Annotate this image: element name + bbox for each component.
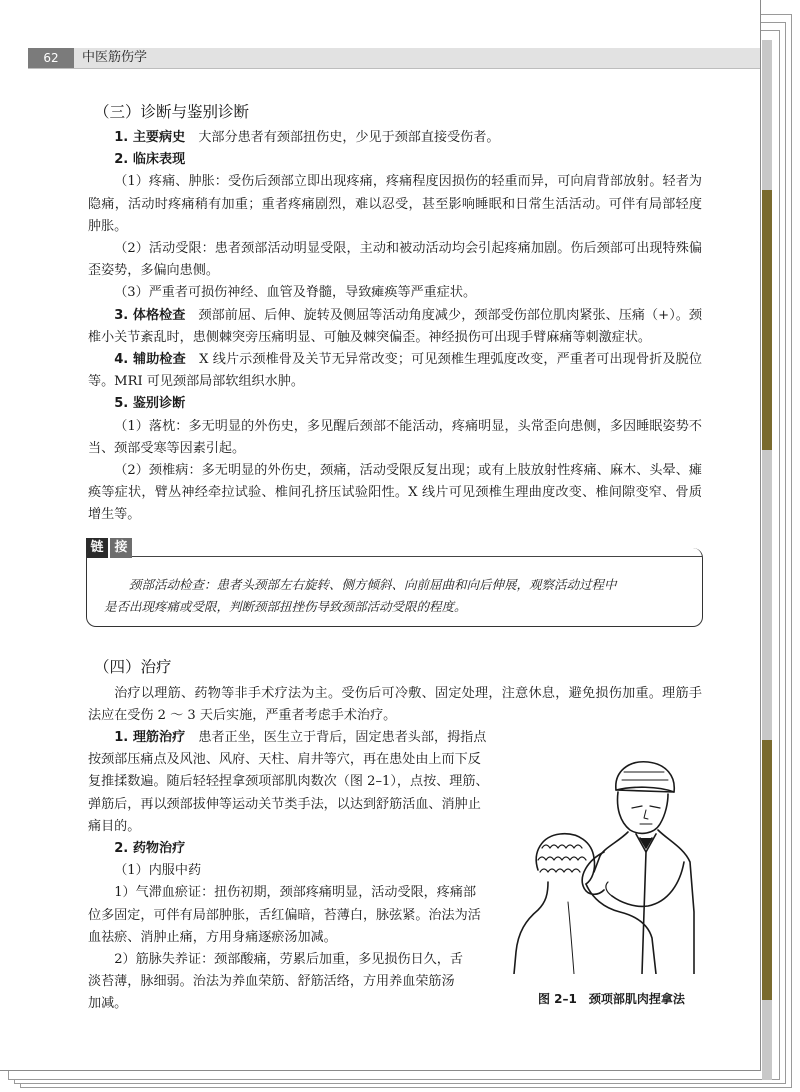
text-line [88, 838, 508, 860]
paragraph: （2）活动受限：患者颈部活动明显受限，主动和被动活动均会引起疼痛加剧。伤后颈部可出现特殊偏歪姿势，多偏向患侧。 [88, 241, 702, 279]
section4-intro [88, 683, 702, 727]
paragraph [88, 149, 702, 171]
text-line: 淡苔薄，脉细弱。治法为养血荣筋、舒筋活络，方用养血荣筋汤 [88, 974, 455, 990]
text-line: 血祛瘀、消肿止痛，方用身痛逐瘀汤加减。 [88, 929, 337, 945]
paragraph-text: 大部分患者有颈部扭伤史，少见于颈部直接受伤者。 [198, 130, 500, 145]
text-line: （1）内服中药 [114, 863, 202, 879]
figure-caption: 图 2–1 颈项部肌肉捏拿法 [538, 992, 685, 1006]
page-spine [762, 40, 772, 1080]
link-tag-char: 链 [86, 538, 108, 558]
paragraph-text: X 线片示颈椎骨及关节无异常改变；可见颈椎生理弧度改变，严重者可出现骨折及脱位等。MRI 可见颈部局部软组织水肿。 [88, 352, 702, 390]
paragraph [88, 349, 702, 393]
paragraph: 治疗以理筋、药物等非手术疗法为主。受伤后可冷敷、固定处理，注意休息，避免损伤加重。理筋手法应在受伤 2 ～ 3 天后实施，严重者考虑手术治疗。 [88, 686, 702, 724]
text-line: 痛目的。 [88, 818, 141, 834]
paragraph [88, 127, 702, 149]
link-box-line: 颈部活动检查：患者头颈部左右旋转、侧方倾斜、向前屈曲和向后伸展，观察活动过程中 [129, 577, 617, 592]
book-title: 中医筋伤学 [82, 50, 148, 65]
text-line: 复推揉数遍。随后轻轻捏拿颈项部肌肉数次（图 2–1），点按、理筋、 [88, 774, 489, 790]
text-line: 2）筋脉失养证：颈部酸痛，劳累后加重，多见损伤日久，舌 [114, 952, 463, 968]
section-heading: （四）治疗 [94, 658, 172, 676]
paragraph-text: 颈部前屈、后伸、旋转及侧屈等活动角度减少，颈部受伤部位肌肉紧张、压痛（+）。颈椎小关节紊乱时，患侧棘突旁压痛明显、可触及棘突偏歪。神经损伤可出现手臂麻痛等刺激症状。 [88, 307, 702, 345]
section3-body [88, 127, 702, 527]
item-label: 2. 药物治疗 [114, 841, 186, 857]
section4-body [88, 727, 508, 1016]
link-box-line: 是否出现疼痛或受限，判断颈部扭挫伤导致颈部活动受限的程度。 [104, 599, 467, 614]
line-text: 患者正坐，医生立于背后，固定患者头部，拇指点 [198, 730, 487, 745]
page-number: 62 [28, 48, 74, 68]
item-label: 4. 辅助检查 [114, 352, 186, 368]
text-line: 弹筋后，再以颈部拔伸等运动关节类手法，以达到舒筋活血、消肿止 [88, 796, 481, 812]
paragraph: （3）严重者可损伤神经、血管及脊髓，导致瘫痪等严重症状。 [114, 285, 477, 301]
paragraph [88, 305, 702, 349]
link-tag-char: 接 [110, 538, 132, 558]
item-label: 3. 体格检查 [114, 307, 186, 323]
figure-illustration [508, 752, 698, 974]
text-line: 位多固定，可伴有局部肿胀，舌红偏暗，苔薄白，脉弦紧。治法为活 [88, 907, 481, 923]
spine-band [762, 740, 772, 1000]
text-line: 按颈部压痛点及风池、风府、天柱、肩井等穴，再在患处由上而下反 [88, 752, 481, 768]
paragraph: （2）颈椎病：多无明显的外伤史，颈痛，活动受限反复出现；或有上肢放射性疼痛、麻木、头晕、瘫痪等症状，臂丛神经牵拉试验、椎间孔挤压试验阳性。X 线片可见颈椎生理曲度改变、椎间隙变窄、骨质增生等。 [88, 463, 702, 523]
text-line: 1）气滞血瘀证：扭伤初期，颈部疼痛明显，活动受限，疼痛部 [114, 885, 477, 901]
item-label: 2. 临床表现 [114, 152, 186, 168]
spine-band [762, 190, 772, 450]
text-line: 加减。 [88, 996, 128, 1012]
running-header [28, 48, 760, 69]
item-label: 1. 理筋治疗 [114, 730, 186, 745]
paragraph: （1）落枕：多无明显的外伤史，多见醒后颈部不能活动，疼痛明显，头常歪向患侧，多因睡眠姿势不当、颈部受寒等因素引起。 [88, 418, 702, 456]
item-label: 1. 主要病史 [114, 130, 186, 145]
paragraph: （1）疼痛、肿胀：受伤后颈部立即出现疼痛，疼痛程度因损伤的轻重而异，可向肩背部放射。轻者为隐痛，活动时疼痛稍有加重；重者疼痛剧烈，难以忍受，甚至影响睡眠和日常生活活动。可伴有局部轻度肿胀。 [88, 174, 702, 234]
item-label: 5. 鉴别诊断 [114, 396, 186, 412]
text-line [88, 727, 508, 749]
section-heading: （三）诊断与鉴别诊断 [94, 103, 250, 121]
paragraph [88, 393, 702, 415]
link-box-text [104, 574, 688, 618]
